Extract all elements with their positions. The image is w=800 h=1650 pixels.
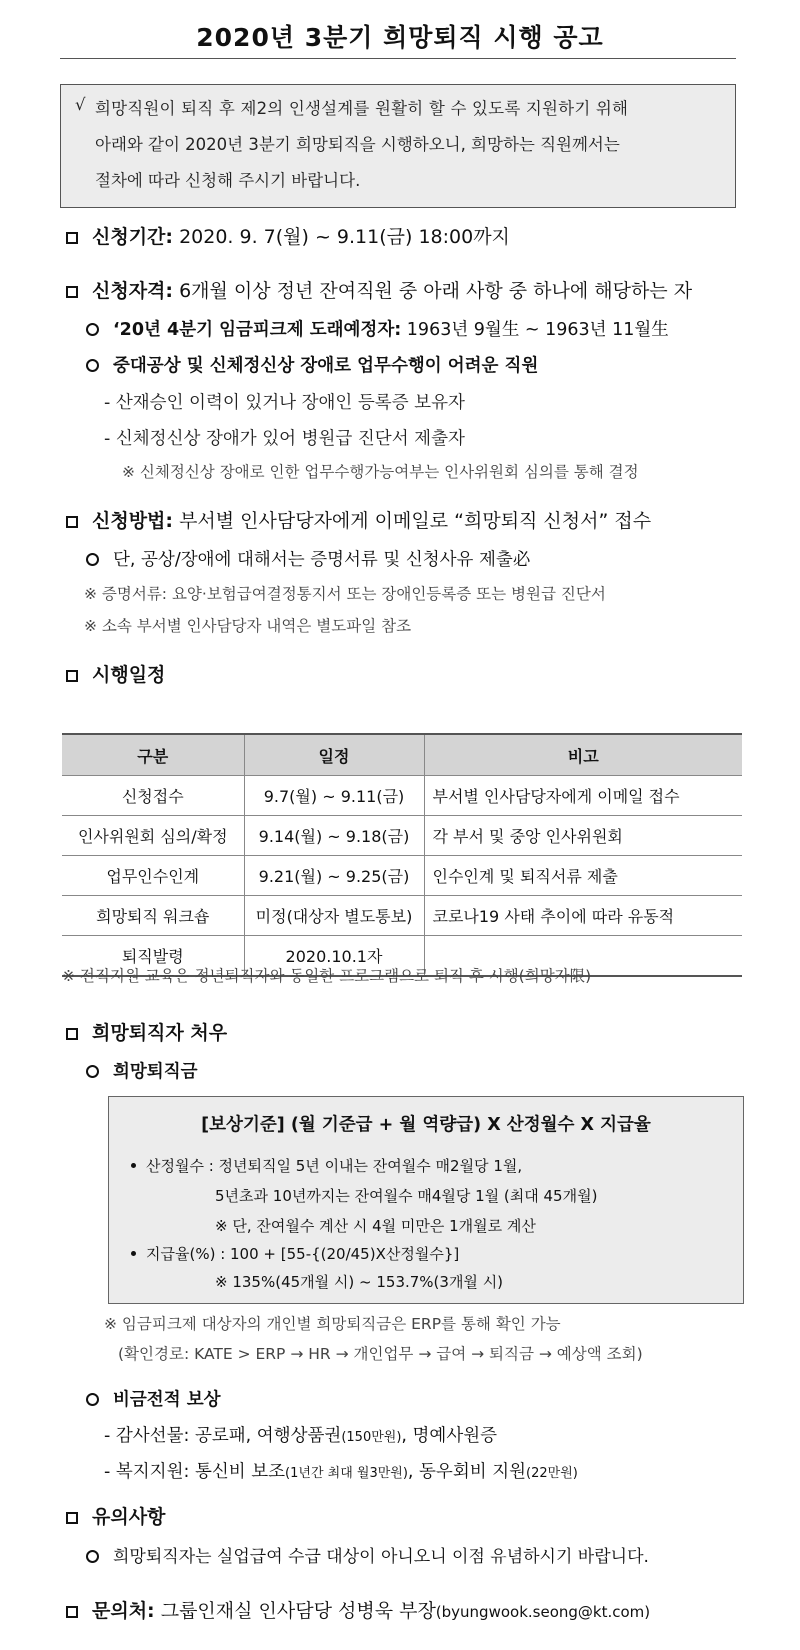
benefits-heading: 희망퇴직자 처우	[92, 1022, 228, 1044]
square-bullet-icon	[66, 1606, 78, 1618]
benefits-note-2: (확인경로: KATE > ERP → HR → 개인업무 → 급여 → 퇴직금 → 예상액 조회)	[118, 1345, 643, 1363]
column-header-schedule: 일정	[244, 734, 424, 776]
contact-label: 문의처:	[92, 1600, 155, 1622]
cautions-heading: 유의사항	[92, 1506, 166, 1528]
method-note-2: ※ 소속 부서별 인사담당자 내역은 별도파일 참조	[84, 617, 412, 635]
formula-line-3: ※ 단, 잔여월수 계산 시 4월 미만은 1개월로 계산	[215, 1217, 536, 1235]
table-cell: 인수인계 및 퇴직서류 제출	[424, 856, 742, 896]
method-item-1: 단, 공상/장애에 대해서는 증명서류 및 신청사유 제출必	[86, 546, 530, 571]
square-bullet-icon	[66, 670, 78, 682]
intro-line-2: 아래와 같이 2020년 3분기 희망퇴직을 시행하오니, 희망하는 직원께서는	[95, 135, 620, 154]
contact-value: 그룹인재실 인사담당 성병욱 부장	[160, 1600, 436, 1622]
schedule-table	[62, 733, 742, 977]
non-monetary-item-2: - 복지지원: 통신비 보조(1년간 최대 월3만원), 동우회비 지원(22만원)	[104, 1462, 578, 1482]
square-bullet-icon	[66, 286, 78, 298]
square-bullet-icon	[66, 1512, 78, 1524]
benefits-sub-2: 비금전적 보상	[86, 1386, 221, 1411]
cautions-section	[66, 1502, 165, 1529]
check-mark: √	[75, 95, 86, 114]
table-cell: 인사위원회 심의/확정	[62, 816, 244, 856]
schedule-note: ※ 전직지원 교육은 정년퇴직자와 동일한 프로그램으로 퇴직 후 시행(희망자限)	[62, 967, 592, 985]
eligibility-value: 6개월 이상 정년 잔여직원 중 아래 사항 중 하나에 해당하는 자	[179, 280, 693, 302]
method-note-1: ※ 증명서류: 요양·보험급여결정통지서 또는 장애인등록증 또는 병원급 진단서	[84, 585, 606, 603]
intro-box	[60, 84, 736, 208]
page-title: 2020년 3분기 희망퇴직 시행 공고	[196, 23, 604, 52]
column-header-category: 구분	[62, 734, 244, 776]
square-bullet-icon	[66, 516, 78, 528]
square-bullet-icon	[66, 232, 78, 244]
table-cell: 각 부서 및 중앙 인사위원회	[424, 816, 742, 856]
eligibility-item-1	[86, 316, 669, 341]
non-monetary-item-1: - 감사선물: 공로패, 여행상품권(150만원), 명예사원증	[104, 1426, 498, 1446]
eligibility-note: ※ 신체정신상 장애로 인한 업무수행가능여부는 인사위원회 심의를 통해 결정	[122, 463, 639, 481]
eligibility-section	[66, 276, 692, 303]
formula-line-4: 지급율(%) : 100 + [55-{(20/45)X산정월수}]	[131, 1243, 459, 1264]
table-cell: 퇴직발령	[62, 936, 244, 977]
benefits-note-1: ※ 임금피크제 대상자의 개인별 희망퇴직금은 ERP를 통해 확인 가능	[104, 1315, 561, 1333]
circle-bullet-icon	[86, 553, 99, 566]
intro-line-3: 절차에 따라 신청해 주시기 바랍니다.	[95, 171, 361, 190]
eligibility-item-2: 중대공상 및 신체정신상 장애로 업무수행이 어려운 직원	[86, 352, 538, 377]
formula-box	[108, 1096, 744, 1304]
contact-email: (byungwook.seong@kt.com)	[435, 1603, 651, 1621]
eligibility-sub-1: - 산재승인 이력이 있거나 장애인 등록증 보유자	[104, 393, 465, 413]
formula-line-2: 5년초과 10년까지는 잔여월수 매4월당 1월 (최대 45개월)	[215, 1187, 598, 1205]
formula-line-1: 산정월수 : 정년퇴직일 5년 이내는 잔여월수 매2월당 1월,	[131, 1155, 522, 1176]
table-cell: 부서별 인사담당자에게 이메일 접수	[424, 776, 742, 816]
square-bullet-icon	[66, 1028, 78, 1040]
dot-bullet-icon	[131, 1251, 136, 1256]
circle-bullet-icon	[86, 1393, 99, 1406]
period-value: 2020. 9. 7(월) ~ 9.11(금) 18:00까지	[179, 226, 510, 248]
method-value: 부서별 인사담당자에게 이메일로 “희망퇴직 신청서” 접수	[179, 510, 652, 532]
intro-line-1: 희망직원이 퇴직 후 제2의 인생설계를 원활히 할 수 있도록 지원하기 위해	[95, 99, 629, 118]
table-row	[62, 856, 742, 896]
eligibility-sub-2: - 신체정신상 장애가 있어 병원급 진단서 제출자	[104, 429, 465, 449]
table-header-row	[62, 734, 742, 776]
table-cell: 희망퇴직 워크숍	[62, 896, 244, 936]
contact-section	[66, 1596, 650, 1623]
circle-bullet-icon	[86, 323, 99, 336]
eligibility-label: 신청자격:	[92, 280, 174, 302]
table-row	[62, 776, 742, 816]
title-divider	[60, 58, 736, 59]
table-cell: 미정(대상자 별도통보)	[244, 896, 424, 936]
benefits-sub-1: 희망퇴직금	[86, 1058, 198, 1083]
cautions-item-1: 희망퇴직자는 실업급여 수급 대상이 아니오니 이점 유념하시기 바랍니다.	[86, 1542, 649, 1567]
table-cell: 9.21(월) ~ 9.25(금)	[244, 856, 424, 896]
table-cell: 2020.10.1자	[244, 936, 424, 977]
table-row	[62, 816, 742, 856]
period-label: 신청기간:	[92, 226, 174, 248]
method-label: 신청방법:	[92, 510, 174, 532]
formula-title: [보상기준] (월 기준급 + 월 역량급) X 산정월수 X 지급율	[201, 1115, 651, 1135]
circle-bullet-icon	[86, 1550, 99, 1563]
eligibility-item-1-label: ‘20년 4분기 임금피크제 도래예정자:	[113, 320, 402, 340]
period-section	[66, 222, 510, 249]
table-cell: 9.14(월) ~ 9.18(금)	[244, 816, 424, 856]
column-header-remarks: 비고	[424, 734, 742, 776]
table-cell: 신청접수	[62, 776, 244, 816]
formula-line-5: ※ 135%(45개월 시) ~ 153.7%(3개월 시)	[215, 1273, 504, 1291]
method-section	[66, 506, 651, 533]
schedule-section	[66, 660, 165, 687]
dot-bullet-icon	[131, 1163, 136, 1168]
circle-bullet-icon	[86, 1065, 99, 1078]
table-row	[62, 896, 742, 936]
benefits-section	[66, 1018, 227, 1045]
circle-bullet-icon	[86, 359, 99, 372]
table-cell: 업무인수인계	[62, 856, 244, 896]
table-cell: 9.7(월) ~ 9.11(금)	[244, 776, 424, 816]
eligibility-item-1-value: 1963년 9월生 ~ 1963년 11월生	[406, 320, 669, 340]
table-cell: 코로나19 사태 추이에 따라 유동적	[424, 896, 742, 936]
schedule-heading: 시행일정	[92, 664, 166, 686]
